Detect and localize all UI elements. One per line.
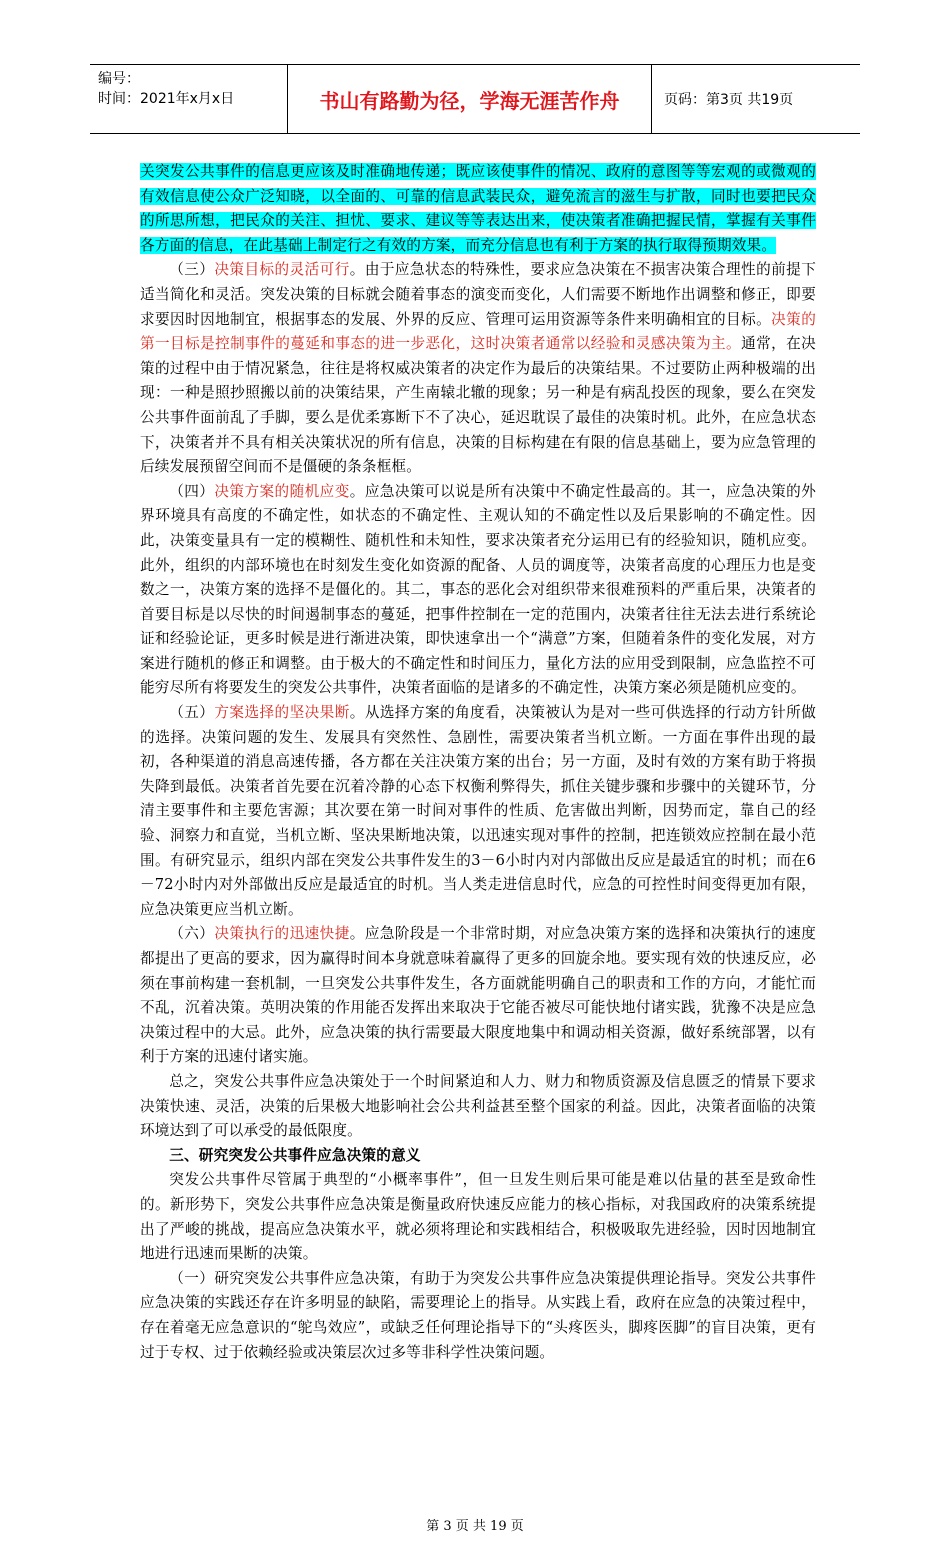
paragraph-text: 。从选择方案的角度看，决策被认为是对一些可供选择的行动方针所做的选择。决策问题的发生、发展具有突然性、急剧性，需要决策者当机立断。一方面在事件出现的最初，各种渠道的消息高速传播，各方都在关注决策方案的出台；另一方面，及时有效的方案有助于将损失降到最低。决策者首先要在沉着冷静的心态下权衡利弊得失，抓住关键步骤和步骤中的关键环节，分清主要事件和主要危害源；其次要在第一时间对事件的性质、危害做出判断，因势而定，靠自己的经验、洞察力和直觉，当机立断、坚决果断地决策，以迅速实现对事件的控制，把连锁效应控制在最小范围。有研究显示，组织内部在突发公共事件发生的3－6小时内对内部做出反应是最适宜的时机；而在6－72小时内对外部做出反应是最适宜的时机。当人类走进信息时代，应急的可控性时间变得更加有限，应急决策更应当机立断。: [140, 704, 817, 918]
section-heading: 三、研究突发公共事件应急决策的意义: [169, 1146, 421, 1164]
paragraph-section-6: [140, 922, 816, 1070]
page-footer: 第 3 页 共 19 页: [426, 1519, 524, 1534]
red-keyphrase: 决策执行的迅速快捷: [214, 925, 350, 943]
document-body: [140, 160, 816, 1365]
paragraph-text: 通常，在决策的过程中由于情况紧急，往往是将权威决策者的决定作为最后的决策结果。不过要防止两种极端的出现：一种是照抄照搬以前的决策结果，产生南辕北辙的现象；另一种是有病乱投医的现象，要么在突发公共事件面前乱了手脚，要么是优柔寡断下不了决心，延迟耽误了最佳的决策时机。此外，在应急状态下，决策者并不具有相关决策状况的所有信息，决策的目标构建在有限的信息基础上，要为应急管理的后续发展预留空间而不是僵硬的条条框框。: [140, 335, 816, 476]
paragraph-summary: 总之，突发公共事件应急决策处于一个时间紧迫和人力、财力和物质资源及信息匮乏的情景下要求决策快速、灵活，决策的后果极大地影响社会公共利益甚至整个国家的利益。因此，决策者面临的决策环境达到了可以承受的最低限度。: [140, 1072, 816, 1140]
paragraph-section-4: [140, 480, 816, 701]
red-keyphrase: 决策的第一目标是控制事件的蔓延和事态的进一步恶化，这时决策者通常以经验和灵感决策为主。: [140, 310, 816, 353]
header-page-number: 页码：第3页 共19页: [664, 92, 794, 108]
document-number-label: 编号：: [98, 71, 140, 87]
paragraph-prefix: （六）: [169, 925, 215, 943]
paragraph-significance: 突发公共事件尽管属于典型的“小概率事件”，但一旦发生则后果可能是难以估量的甚至是致命性的。新形势下，突发公共事件应急决策是衡量政府快速反应能力的核心指标，对我国政府的决策系统提出了严峻的挑战，提高应急决策水平，就必须将理论和实践相结合，积极吸取先进经验，因时因地制宜地进行迅速而果断的决策。: [140, 1171, 816, 1263]
document-time-label: 时间：2021年x月x日: [98, 91, 235, 107]
paragraph-text: 。应急决策可以说是所有决策中不确定性最高的。其一，应急决策的外界环境具有高度的不确定性，如状态的不确定性、主观认知的不确定性以及后果影响的不确定性。因此，决策变量具有一定的模糊性、随机性和未知性，要求决策者充分运用已有的经验知识，随机应变。此外，组织的内部环境也在时刻发生变化如资源的配备、人员的调度等，决策者高度的心理压力也是变数之一，决策方案的选择不是僵化的。其二，事态的恶化会对组织带来很难预料的严重后果，决策者的首要目标是以尽快的时间遏制事态的蔓延，把事件控制在一定的范围内，决策者往往无法去进行系统论证和经验论证，更多时候是进行渐进决策，即快速拿出一个“满意”方案，但随着条件的变化发展，对方案进行随机的修正和调整。由于极大的不确定性和时间压力，量化方法的应用受到限制，应急监控不可能穷尽所有将要发生的突发公共事件，决策者面临的是诸多的不确定性，决策方案必须是随机应变的。: [140, 482, 817, 697]
paragraph-section-3: [140, 258, 816, 479]
paragraph-prefix: （四）: [169, 482, 215, 500]
paragraph-highlighted: [140, 160, 816, 258]
highlighted-text: 关突发公共事件的信息更应该及时准确地传递；既应该使事件的情况、政府的意图等等宏观的或微观的有效信息使公众广泛知晓，以全面的、可靠的信息武装民众，避免流言的滋生与扩散，同时也要把民众的所思所想，把民众的关注、担忧、要求、建议等等表达出来，使决策者准确把握民情，掌握有关事件各方面的信息，在此基础上制定行之有效的方案，而充分信息也有利于方案的执行取得预期效果。: [140, 163, 816, 254]
red-keyphrase: 决策方案的随机应变: [214, 482, 350, 500]
page-header: [90, 64, 860, 134]
paragraph-text: 。由于应急状态的特殊性，要求应急决策在不损害决策合理性的前提下适当简化和灵活。突发决策的目标就会随着事态的演变而变化，人们需要不断地作出调整和修正，即要求要因时因地制宜，根据事态的发展、外界的反应、管理可运用资源等条件来明确相宜的目标。: [140, 261, 817, 328]
paragraph-prefix: （三）: [169, 261, 215, 279]
paragraph-text: 。应急阶段是一个非常时期，对应急决策方案的选择和决策执行的速度都提出了更高的要求，因为赢得时间本身就意味着赢得了更多的回旋余地。要实现有效的快速反应，必须在事前构建一套机制，一旦突发公共事件发生，各方面就能明确自己的职责和工作的方向，才能忙而不乱，沉着决策。英明决策的作用能否发挥出来取决于它能否被尽可能快地付诸实践，犹豫不决是应急决策过程中的大忌。此外，应急决策的执行需要最大限度地集中和调动相关资源，做好系统部署，以有利于方案的迅速付诸实施。: [140, 925, 817, 1066]
red-keyphrase: 决策目标的灵活可行: [214, 261, 350, 279]
paragraph-prefix: （五）: [169, 704, 215, 722]
paragraph-significance-1: （一）研究突发公共事件应急决策，有助于为突发公共事件应急决策提供理论指导。突发公共事件应急决策的实践还存在许多明显的缺陷，需要理论上的指导。从实践上看，政府在应急的决策过程中，存在着毫无应急意识的“鸵鸟效应”，或缺乏任何理论指导下的“头疼医头，脚疼医脚”的盲目决策，更有过于专权、过于依赖经验或决策层次过多等非科学性决策问题。: [140, 1269, 816, 1361]
paragraph-section-5: [140, 701, 816, 922]
header-meta: [90, 65, 288, 133]
header-motto: 书山有路勤为径，学海无涯苦作舟: [288, 65, 652, 133]
red-keyphrase: 方案选择的坚决果断: [214, 704, 350, 722]
